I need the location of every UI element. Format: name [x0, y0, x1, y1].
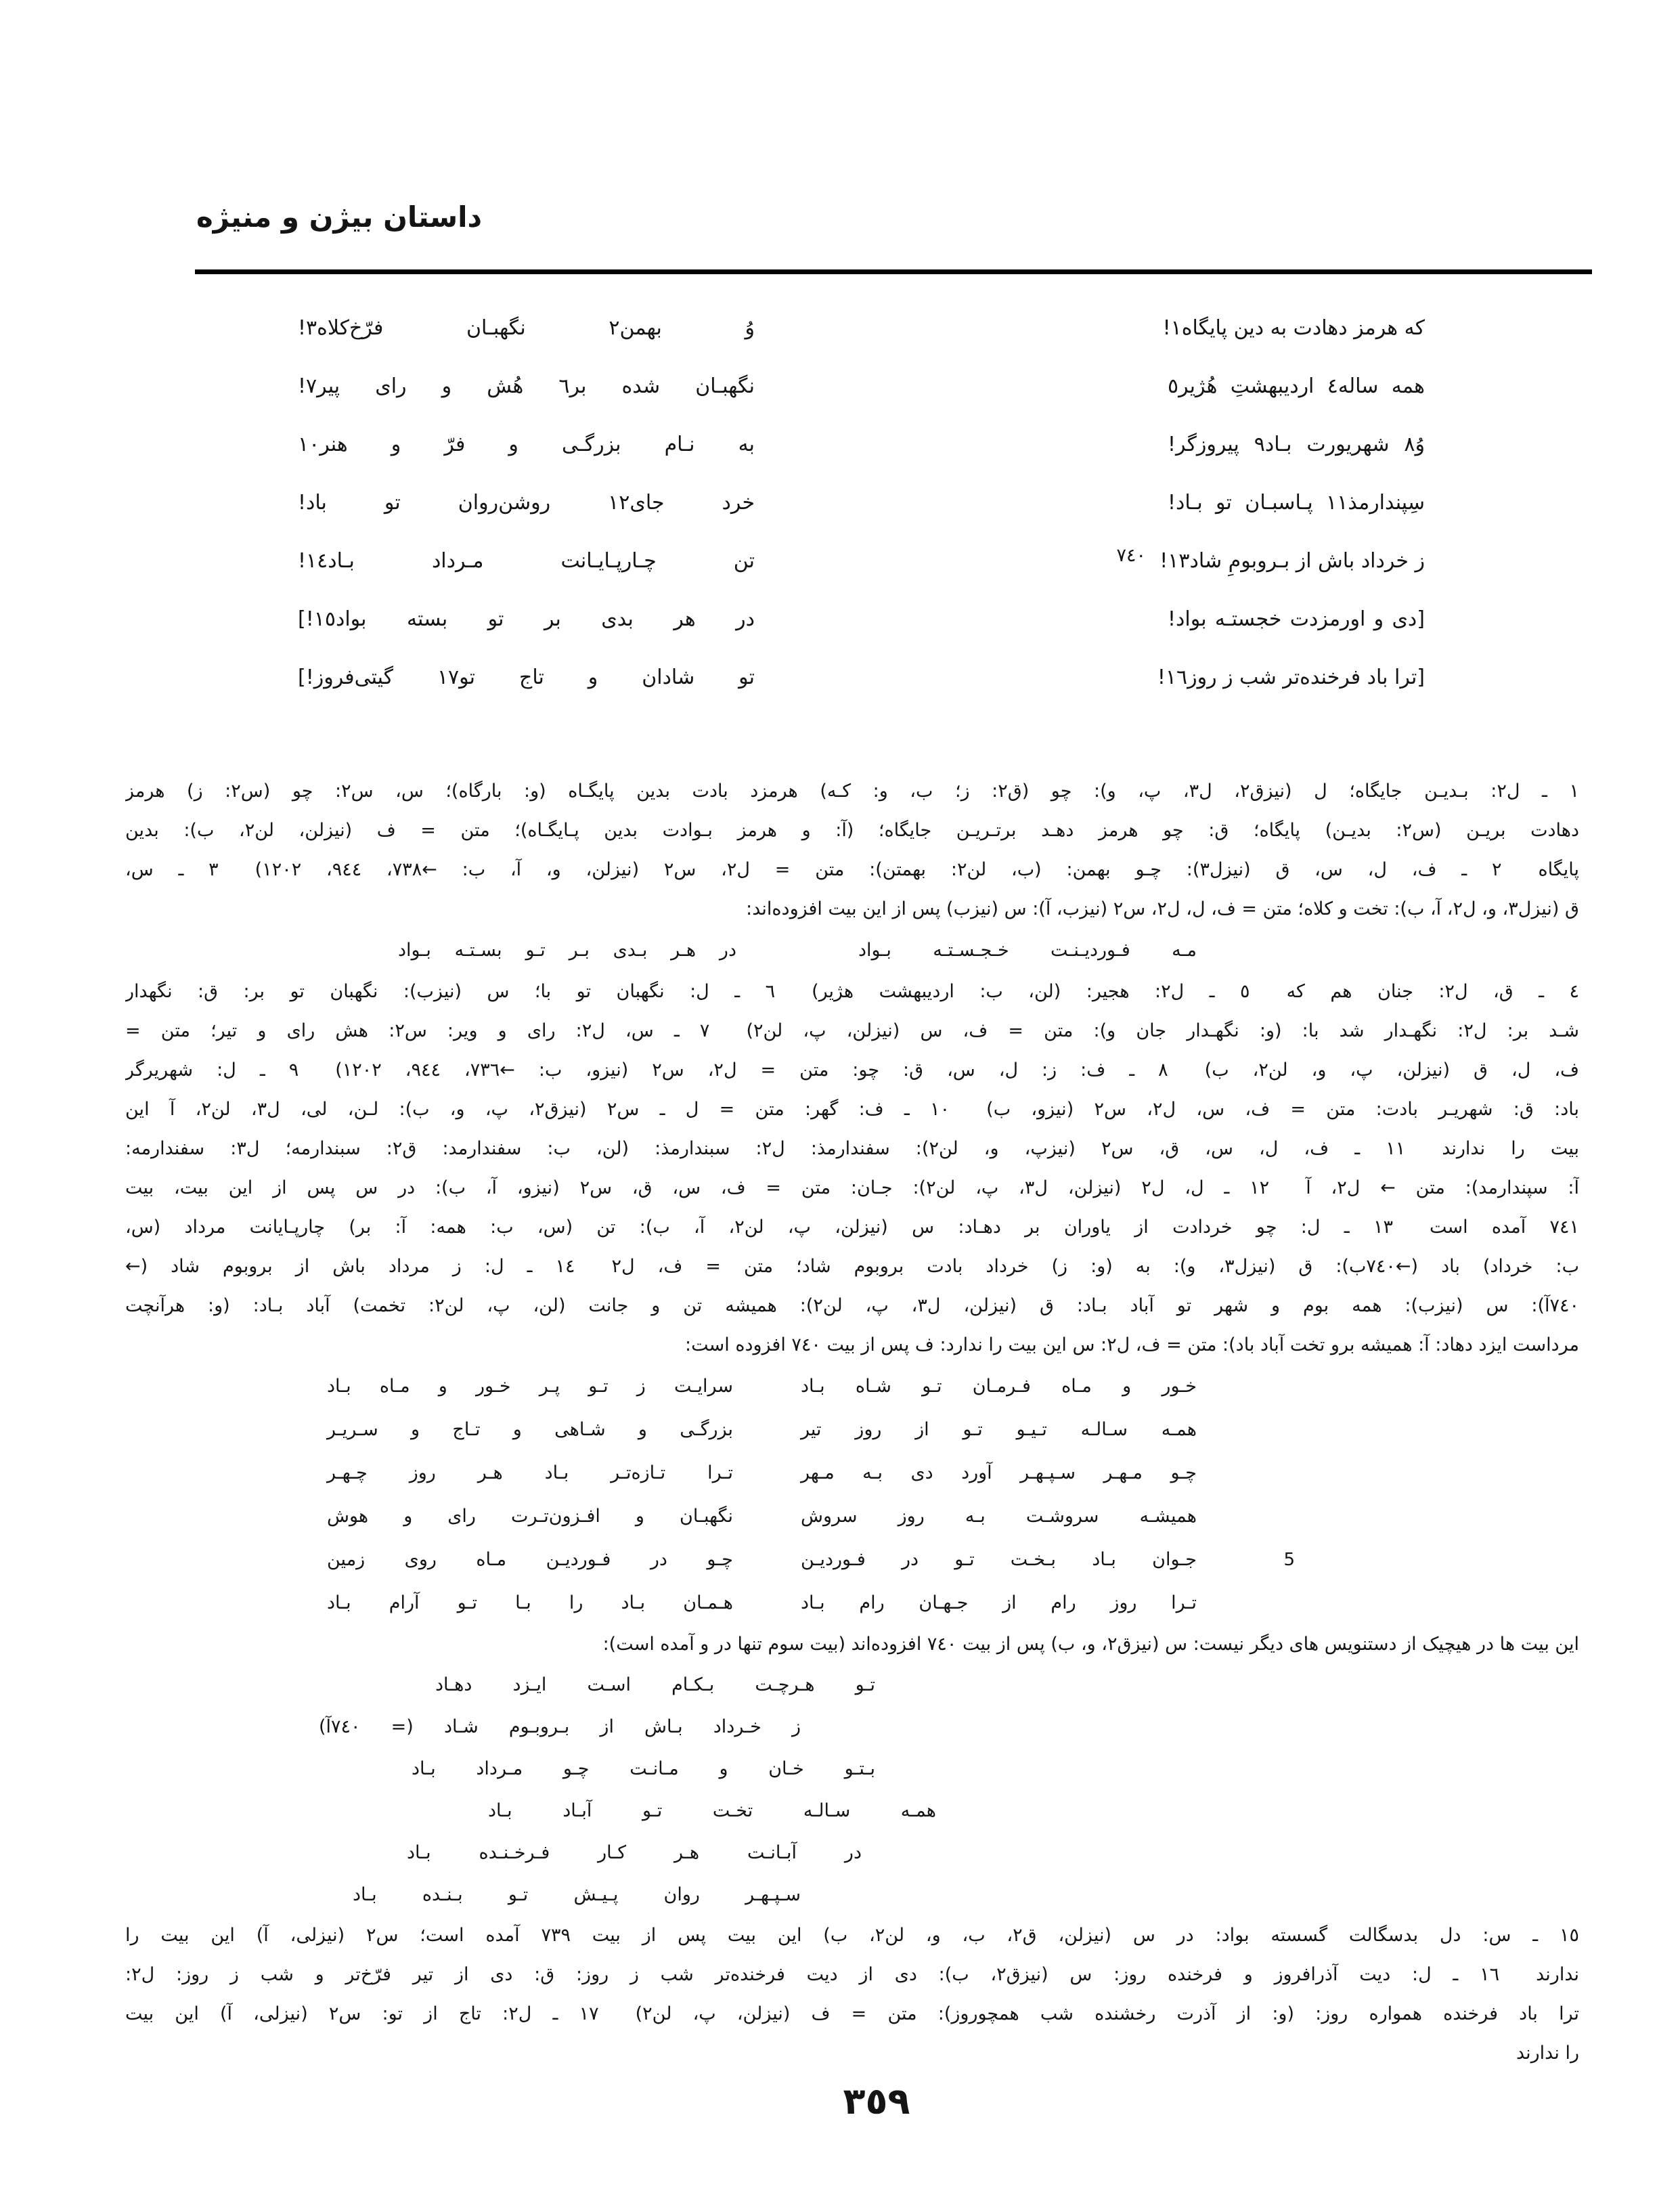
added-verse-line: بـتـو خـان و مـانـت چـو مـرداد بـاد — [412, 1758, 875, 1779]
critical-apparatus — [125, 772, 1579, 2073]
hemistich-right: که هرمز دهادت به دین پایگاه١! — [1162, 316, 1425, 340]
apparatus-line: ف، ل، ق (نیزلن، پ، و، لن٢، ب) ٨ ـ ف: ز: ل، س، ق: چو: متن = ل٢، س٢ (نیزو، ب: ←٧٣٦، ٩٤٤، ١٢٠٢) ٩ ـ ل: شهریرگر — [125, 1060, 1579, 1081]
hemistich-left: سرایـت ز تـو پـر خـور و مـاه بـاد — [327, 1376, 733, 1397]
hemistich-left: نگهبـان شده بر٦ هُش و رای پیر٧! — [298, 374, 755, 398]
apparatus-note: این بیت ها در هیچیک از دستنویس های دیگر نیست: س (نیزق٢، و، ب) پس از بیت ٧٤٠ افزوده‌اند (بیت سوم تنها در و آمده است): — [602, 1634, 1579, 1655]
apparatus-line: پایگاه ٢ ـ ف، ل، س، ق (نیزل٣): چـو بهمن: (ب، لن٢: بهمتن): متن = ل٢، س٢ (نیزلن، و، آ، ب: ←٧٣٨، ٩٤٤، ١٢٠٢) ٣ ـ س، — [125, 859, 1579, 880]
poem-couplet — [298, 308, 1425, 366]
added-verse-line: سـپـهـر روان پـیـش تـو بـنـده بـاد — [353, 1884, 801, 1905]
added-couplet — [125, 1408, 1197, 1452]
added-couplet — [125, 1582, 1197, 1625]
added-couplet — [125, 1538, 1295, 1582]
apparatus-line: ق (نیزل٣، و، ل٢، آ، ب): تخت و کلاه؛ متن = ف، ل، ل٢، س٢ (نیزب، آ): س (نیزب) پس از این بیت افزوده‌اند: — [746, 898, 1579, 919]
hemistich-left: نگهبـان و افـزون‌تـرت رای و هوش — [327, 1506, 733, 1527]
page-number: ٣٥٩ — [843, 2080, 910, 2122]
hemistich-right: همـه سـالـه تـیـو تـو از روز تیر — [801, 1419, 1197, 1440]
apparatus-line: ١ ـ ل٢: بـدیـن جایگاه؛ ل (نیزق٢، ل٣، پ، و): چو (ق٢: ز؛ ب، و: کـه) هرمزد بادت بدین پایگـاه (و: بارگاه)؛ س، س٢: چو (س٢: ز) هرمز — [125, 781, 1579, 802]
added-verse-line: ز خـرداد بـاش از بـروبـوم شـاد (= ٧٤٠آ) — [319, 1716, 801, 1737]
page-title: داستان بیژن و منیژه — [196, 200, 483, 234]
apparatus-line: دهادت بریـن (س٢: بدیـن) پایگاه؛ ق: چو هرمز دهـد برتـریـن جایگاه؛ (آ: و هرمز بـوادت بدین پـایگـاه)؛ متن = ف (نیزلن، لن٢، ب): بدین — [125, 820, 1579, 841]
apparatus-line: ٤ ـ ق، ل٢: جنان هم که ٥ ـ ل٢: هجیر: (لن، ب: اردیبهشت هژیر) ٦ ـ ل: نگهبان تو با؛ س (نیزب): نگهبان تو بر: ق: نگهدار — [125, 981, 1579, 1002]
inline-verse-couplet — [125, 929, 1197, 972]
apparatus-line: ٧٤٠آ): س (نیزب): همه بوم و شهر تو آباد بـاد: ق (نیزلن، ل٣، پ، لن٢): همیشه تن و جانت (لن، پ، لن٢: تخمت) آباد بـاد: (و: هرآنچت — [125, 1295, 1579, 1316]
apparatus-line: آ: سپندارمد): متن ← ل٢، آ ١٢ ـ ل، ل٢ (نیزلن، ل٣، پ، لن٢): جـان: متن = ف، س، ق، س٢ (نیزو، آ، ب): در س پس از این بیت، بیت — [125, 1177, 1579, 1198]
apparatus-line: ترا باد فرخنده همواره روز: (و: از آذرت رخشنده شب همچوروز): متن = ف (نیزلن، پ، لن٢) ١٧ ـ ل٢: تاج از تو: س٢ (نیزلی، آ) این بیت — [125, 2003, 1579, 2024]
hemistich-right: ز خرداد باش از بـروبومِ شاد١٣! — [1159, 549, 1425, 573]
poem-couplet — [298, 657, 1425, 716]
poem-block — [298, 308, 1425, 716]
apparatus-line: ندارند ١٦ ـ ل: دیت آذرافروز و فرخنده روز: س (نیزق٢، ب): دی از دیت فرخنده‌تر شب ز روز: ق: دی از تیر فرّخ‌تر و شب ز روز: ل٢: — [125, 1964, 1579, 1985]
hemistich-left: بزرگـی و شـاهی و تـاج و سـریـر — [327, 1419, 733, 1440]
verse-number-740: ٧٤٠ — [1116, 545, 1146, 566]
hemistich-right: خـور و مـاه فـرمـان تـو شـاه بـاد — [801, 1376, 1197, 1397]
header-rule — [195, 269, 1592, 274]
poem-couplet — [298, 366, 1425, 424]
hemistich-left: تـرا تـازه‌تـر بـاد هـر روز چـهـر — [327, 1462, 733, 1483]
hemistich-right: [دی و اورمزدت خجستـه بواد! — [1168, 607, 1425, 631]
poem-couplet — [298, 541, 1425, 599]
hemistich-right: همیشـه سروشـت بـه روز سروش — [801, 1506, 1197, 1527]
added-verse-line: در آبـانـت هـر کـار فـرخـنـده بـاد — [407, 1842, 862, 1863]
apparatus-line: باد: ق: شهریـر بادت: متن = ف، س، ل٢، س٢ (نیزو، ب) ١٠ ـ ف: گهر: متن = ل ـ س٢ (نیزق٢، پ، و، ب): لـن، لی، ل٣، لن٢، آ این — [125, 1099, 1579, 1120]
apparatus-line: شـد بر: ل٢: نگهـدار شد با: (و: نگهـدار جان و): متن = ف، س (نیزلن، پ، لن٢) ٧ ـ س، ل٢: رای و ویر: س٢: هش رای و تیر؛ متن = — [125, 1020, 1579, 1041]
apparatus-line: ٧٤١ آمده است ١٣ ـ ل: چو خردادت از یاوران بر دهـاد: س (نیزلن، پ، لن٢، آ، ب): تن (س، ب: همه: آ: بر) چارپـایانت مرداد (س، — [125, 1217, 1579, 1238]
added-couplet — [125, 1365, 1197, 1408]
hemistich-left: به نـام بزرگـی و فرّ و هنر١٠ — [298, 433, 755, 456]
hemistich-left: در هـر بـدی بـر تـو بسـتـه بـواد — [398, 940, 736, 961]
poem-couplet — [298, 424, 1425, 483]
hemistich-left: تو شادان و تاج تو١٧ گیتی‌فروز!] — [298, 666, 755, 689]
hemistich-right: سِپندارمذ١١ پـاسبـان تو بـاد! — [1168, 491, 1425, 515]
verse-count-marker: 5 — [1283, 1550, 1295, 1570]
hemistich-left: هـمـان بـاد را بـا تـو آرام بـاد — [327, 1592, 733, 1613]
apparatus-line: بیت را ندارند ١١ ـ ف، ل، س، ق، س٢ (نیزپ، و، لن٢): سفندارمذ: ل٢: سبندارمذ: (لن، ب: سفندارمد: ق٢: سبندارمه؛ ل٣: سفندارمه: — [125, 1138, 1579, 1159]
apparatus-line: ب: خرداد) باد (←٧٤٠ب): ق (نیزل٣، و): به (و: ز) خرداد بادت بروبوم شاد؛ متن = ف، ل٢ ١٤ ـ ل: ز مرداد باش از بروبوم شاد (← — [125, 1256, 1579, 1277]
poem-couplet — [298, 483, 1425, 541]
hemistich-right: جـوان بـاد بـخـت تـو در فـوردیـن — [801, 1549, 1197, 1570]
hemistich-right: تـرا روز رام از جـهـان رام بـاد — [801, 1592, 1197, 1613]
hemistich-right: وُ٨ شهریورت بـاد٩ پیروزگر! — [1168, 433, 1425, 456]
added-verse-line: تـو هـرچـت بـکـام اسـت ایـزد دهـاد — [435, 1674, 875, 1695]
hemistich-left: خرد جای١٢ روشن‌روان تو باد! — [298, 491, 755, 515]
apparatus-line: ١٥ ـ س: دل بدسگالت گسسته بواد: در س (نیزلن، ق٢، ب، و، لن٢، ب) این بیت پس از بیت ٧٣٩ آمده است؛ س٢ (نیزلی، آ) این بیت را — [125, 1925, 1579, 1946]
apparatus-line: مرداست ایزد دهاد: آ: همیشه برو تخت آباد باد): متن = ف، ل٢: س این بیت را ندارد: ف پس از بیت ٧٤٠ افزوده است: — [685, 1334, 1579, 1355]
added-couplet — [125, 1452, 1197, 1495]
apparatus-line: را ندارند — [1516, 2043, 1579, 2064]
added-verse-line: همـه سـالـه تخـت تـو آبـاد بـاد — [488, 1800, 936, 1821]
hemistich-left: چـو در فـوردیـن مـاه روی زمین — [327, 1549, 733, 1570]
hemistich-right: [ترا باد فرخنده‌تر شب ز روز١٦! — [1157, 666, 1425, 689]
hemistich-right: مـه فـوردیـنـت خـجـسـتـه بـواد — [858, 940, 1197, 961]
hemistich-left: وُ بهمن٢ نگهبـان فرّخ‌کلاه٣! — [298, 316, 755, 340]
poem-couplet — [298, 599, 1425, 657]
hemistich-left: تن چـارپـایـانت مـرداد بـاد١٤! — [298, 549, 755, 573]
hemistich-left: در هر بدی بر تو بسته بواد١٥!] — [298, 607, 755, 631]
added-couplet — [125, 1495, 1197, 1538]
hemistich-right: چـو مـهـر سـپـهـر آورد دی بـه مـهر — [801, 1462, 1197, 1483]
hemistich-right: همه ساله٤ اردیبهشتِ هُژیر٥ — [1168, 374, 1425, 398]
